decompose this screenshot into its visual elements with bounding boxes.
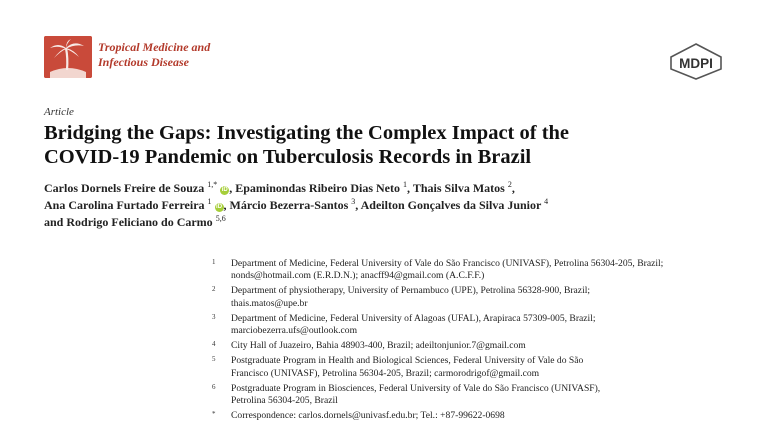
author-name[interactable]: Márcio Bezerra-Santos <box>229 198 349 212</box>
author-affiliation-marker: 1 <box>403 180 408 189</box>
journal-name[interactable] <box>98 40 298 70</box>
affiliation-text: Petrolina 56304-205, Brazil <box>231 395 338 407</box>
orcid-icon[interactable]: iD <box>221 187 228 193</box>
correspondence-text[interactable]: Correspondence: carlos.dornels@univasf.edu.br; Tel.: +87-99622-0698 <box>231 410 505 422</box>
affiliation-item <box>212 285 732 309</box>
affiliation-item <box>212 383 732 407</box>
article-title <box>44 121 744 169</box>
affiliation-text: City Hall of Juazeiro, Bahia 48903-400, Brazil; adeiltonjunior.7@gmail.com <box>231 340 526 352</box>
author-name[interactable]: Adeilton Gonçalves da Silva Junior <box>360 198 542 212</box>
affiliation-number: 5 <box>212 355 216 364</box>
article-title-line-1: Bridging the Gaps: Investigating the Complex Impact of the <box>44 122 570 144</box>
article-type: Article <box>44 106 74 118</box>
author-name[interactable]: Thais Silva Matos <box>412 181 505 195</box>
author-affiliation-marker: 1,* <box>207 180 218 189</box>
affiliation-number: 2 <box>212 285 216 294</box>
author-separator: , <box>355 198 359 212</box>
affiliation-number: 1 <box>212 258 216 266</box>
author-line-2 <box>44 197 744 214</box>
affiliation-number: 3 <box>212 312 216 321</box>
author-affiliation-marker: 3 <box>351 197 356 206</box>
author-name[interactable]: Rodrigo Feliciano do Carmo <box>66 215 213 229</box>
author-name[interactable]: Ana Carolina Furtado Ferreira <box>44 198 205 212</box>
author-affiliation-marker: 1 <box>207 197 212 206</box>
affiliation-text: Department of Medicine, Federal University of Vale do São Francisco (UNIVASF), Petrolina 56304-205, Brazil; <box>231 258 664 269</box>
article-title-line-2: COVID-19 Pandemic on Tuberculosis Records in Brazil <box>44 146 532 168</box>
author-affiliation-marker: 4 <box>544 197 549 206</box>
mdpi-logo-text: MDPI <box>679 56 713 71</box>
affiliation-email[interactable]: nonds@hotmail.com (E.R.D.N.); anacff94@gmail.com (A.C.F.F.) <box>231 270 485 282</box>
author-separator: , <box>407 181 411 195</box>
affiliation-list <box>212 258 732 425</box>
affiliation-email[interactable]: marciobezerra.ufs@outlook.com <box>231 325 358 337</box>
affiliation-item <box>212 313 732 337</box>
affiliation-text: Department of physiotherapy, University of Pernambuco (UPE), Petrolina 56328-900, Brazil; <box>231 285 591 297</box>
mdpi-logo[interactable] <box>668 42 724 80</box>
affiliation-item <box>212 355 732 379</box>
author-affiliation-marker: 2 <box>507 180 512 189</box>
author-separator: , <box>229 181 233 195</box>
orcid-icon[interactable]: iD <box>216 204 223 210</box>
author-list <box>44 180 744 231</box>
affiliation-number: * <box>212 410 216 419</box>
affiliation-item <box>212 340 732 352</box>
journal-name-line-1: Tropical Medicine and <box>98 40 211 54</box>
affiliation-number: 4 <box>212 340 216 349</box>
author-affiliation-marker: 5,6 <box>215 214 226 223</box>
journal-logo <box>44 36 92 78</box>
author-separator: , <box>511 181 515 195</box>
author-separator: , <box>223 198 227 212</box>
palm-tree-icon <box>44 36 92 78</box>
author-name[interactable]: Carlos Dornels Freire de Souza <box>44 181 205 195</box>
author-line-1 <box>44 180 744 197</box>
affiliation-text: Department of Medicine, Federal University of Alagoas (UFAL), Arapiraca 57309-005, Brazil; <box>231 312 596 324</box>
affiliation-email[interactable]: thais.matos@upe.br <box>231 297 308 309</box>
author-name[interactable]: Epaminondas Ribeiro Dias Neto <box>235 181 401 195</box>
author-line-3 <box>44 214 744 231</box>
affiliation-number: 6 <box>212 382 216 391</box>
correspondence-item <box>212 410 732 422</box>
affiliation-text: Francisco (UNIVASF), Petrolina 56304-205, Brazil; carmorodrigof@gmail.com <box>231 367 540 379</box>
affiliation-text: Postgraduate Program in Biosciences, Federal University of Vale do São Francisco (UNIVASF), <box>231 382 601 394</box>
journal-name-line-2: Infectious Disease <box>98 55 189 69</box>
author-and: and <box>44 215 64 229</box>
affiliation-item <box>212 258 732 282</box>
affiliation-text: Postgraduate Program in Health and Biological Sciences, Federal University of Vale do São <box>231 355 584 367</box>
